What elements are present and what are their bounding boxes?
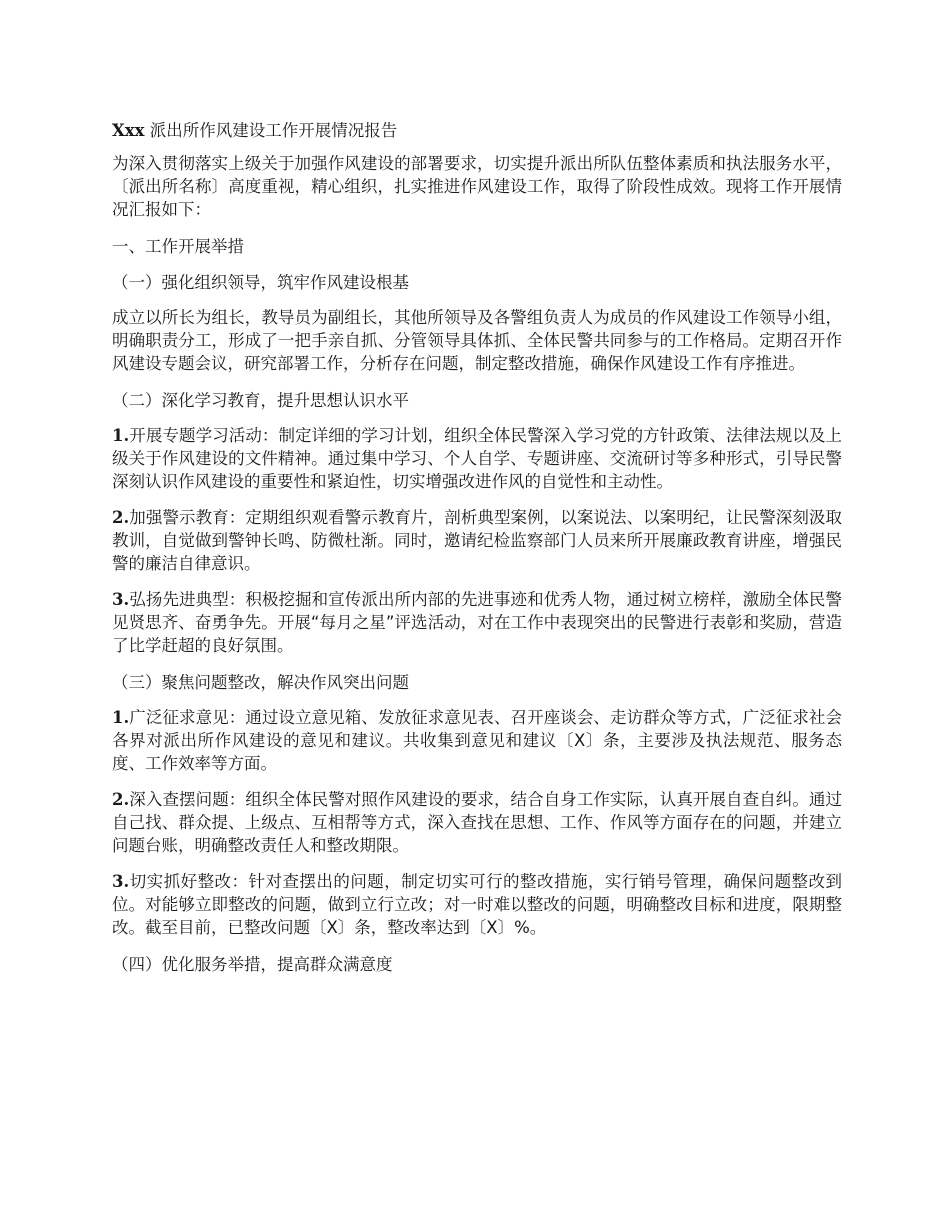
title-text: 派出所作风建设工作开展情况报告 bbox=[144, 121, 398, 140]
subsection-heading-1: （一）强化组织领导，筑牢作风建设根基 bbox=[112, 273, 409, 292]
list-item bbox=[112, 424, 842, 493]
item-number: 3. bbox=[112, 590, 130, 609]
title-prefix: Xxx bbox=[112, 121, 145, 140]
item-number: 3. bbox=[112, 872, 130, 891]
subsection-heading-3: （三）聚焦问题整改，解决作风突出问题 bbox=[112, 673, 409, 692]
item-text: 深入查摆问题：组织全体民警对照作风建设的要求，结合自身工作实际，认真开展自查自纠。通过自己找、群众提、上级点、互相帮等方式，深入查找在思想、工作、作风等方面存在的问题，并建立问题台账，明确整改责任人和整改期限。 bbox=[112, 790, 842, 855]
item-text: 广泛征求意见：通过设立意见箱、发放征求意见表、召开座谈会、走访群众等方式，广泛征求社会各界对派出所作风建设的意见和建议。共收集到意见和建议〔X〕条，主要涉及执法规范、服务态度、工作效率等方面。 bbox=[112, 708, 842, 773]
subsection-1-paragraph: 成立以所长为组长，教导员为副组长，其他所领导及各警组负责人为成员的作风建设工作领导小组，明确职责分工，形成了一把手亲自抓、分管领导具体抓、全体民警共同参与的工作格局。定期召开作风建设专题会议，研究部署工作，分析存在问题，制定整改措施，确保作风建设工作有序推进。 bbox=[112, 308, 842, 373]
intro-paragraph: 为深入贯彻落实上级关于加强作风建设的部署要求，切实提升派出所队伍整体素质和执法服务水平，〔派出所名称〕高度重视，精心组织，扎实推进作风建设工作，取得了阶段性成效。现将工作开展情况汇报如下： bbox=[112, 154, 842, 219]
section-heading-1: 一、工作开展举措 bbox=[112, 237, 244, 256]
subsection-heading-2: （二）深化学习教育，提升思想认识水平 bbox=[112, 391, 409, 410]
item-number: 2. bbox=[112, 790, 130, 809]
item-number: 1. bbox=[112, 708, 130, 727]
item-text: 加强警示教育：定期组织观看警示教育片，剖析典型案例，以案说法、以案明纪，让民警深刻汲取教训，自觉做到警钟长鸣、防微杜渐。同时，邀请纪检监察部门人员来所开展廉政教育讲座，增强民警的廉洁自律意识。 bbox=[112, 508, 842, 573]
subsection-heading-4: （四）优化服务举措，提高群众满意度 bbox=[112, 955, 393, 974]
item-number: 1. bbox=[112, 426, 130, 445]
document-title bbox=[112, 118, 842, 144]
item-number: 2. bbox=[112, 508, 130, 527]
list-item bbox=[112, 506, 842, 575]
list-item bbox=[112, 870, 842, 939]
item-text: 切实抓好整改：针对查摆出的问题，制定切实可行的整改措施，实行销号管理，确保问题整改到位。对能够立即整改的问题，做到立行立改；对一时难以整改的问题，明确整改目标和进度，限期整改。截至目前，已整改问题〔X〕条，整改率达到〔X〕%。 bbox=[112, 872, 842, 937]
list-item bbox=[112, 588, 842, 657]
list-item bbox=[112, 788, 842, 857]
item-text: 弘扬先进典型：积极挖掘和宣传派出所内部的先进事迹和优秀人物，通过树立榜样，激励全体民警见贤思齐、奋勇争先。开展“每月之星”评选活动，对在工作中表现突出的民警进行表彰和奖励，营造了比学赶超的良好氛围。 bbox=[112, 590, 842, 655]
list-item bbox=[112, 706, 842, 775]
document-page bbox=[112, 118, 842, 988]
item-text: 开展专题学习活动：制定详细的学习计划，组织全体民警深入学习党的方针政策、法律法规以及上级关于作风建设的文件精神。通过集中学习、个人自学、专题讲座、交流研讨等多种形式，引导民警深刻认识作风建设的重要性和紧迫性，切实增强改进作风的自觉性和主动性。 bbox=[112, 426, 842, 491]
